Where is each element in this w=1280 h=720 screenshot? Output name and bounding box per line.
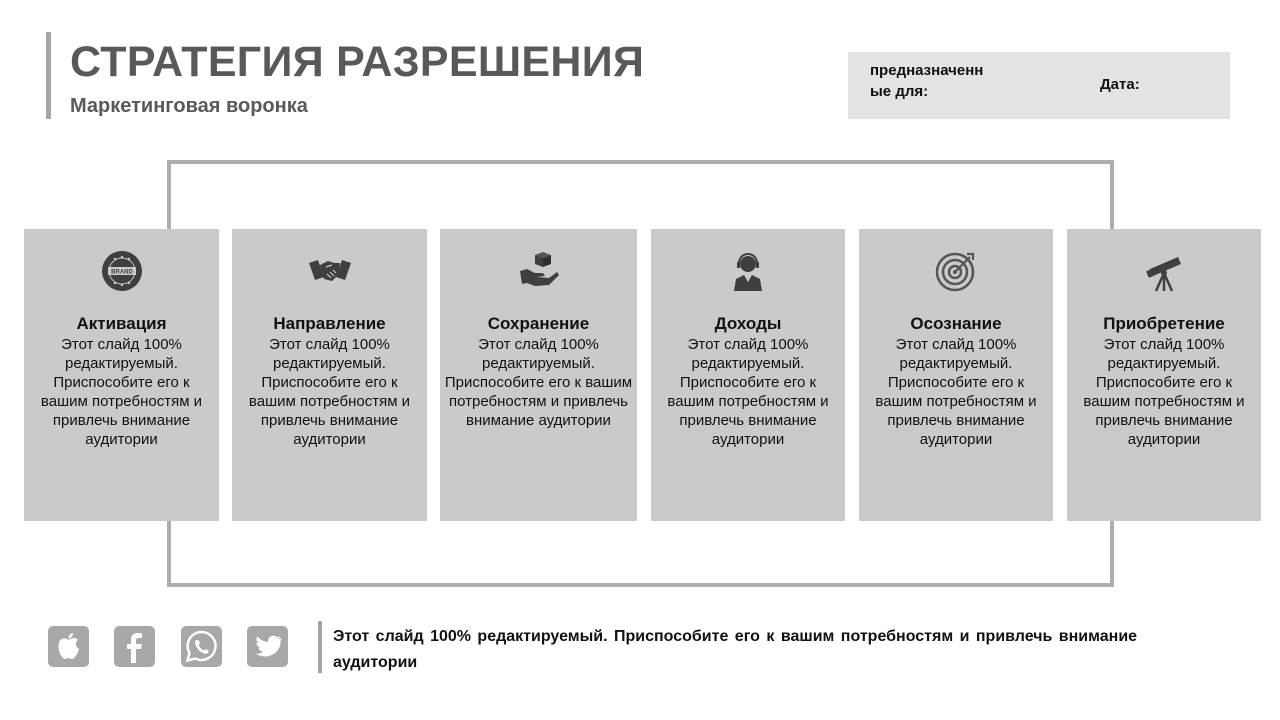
facebook-button[interactable]: [114, 626, 155, 667]
telescope-icon: [1142, 249, 1186, 293]
apple-icon: [48, 626, 89, 667]
meta-for-label: предназначенные для:: [870, 62, 984, 100]
card-text: Этот слайд 100% редактируемый. Приспособите его к вашим потребностям и привлечь внимание аудитории: [875, 336, 1037, 448]
target-icon: [934, 249, 978, 293]
whatsapp-button[interactable]: [181, 626, 222, 667]
badge-icon: [100, 249, 144, 293]
hand-box-icon: [517, 249, 561, 293]
card-text: Этот слайд 100% редактируемый. Приспособите его к вашим потребностям и привлечь внимание аудитории: [667, 336, 829, 448]
card-acquisition: [1067, 229, 1261, 521]
card-title: Направление: [273, 314, 386, 333]
facebook-icon: [114, 626, 155, 667]
support-agent-icon: [726, 249, 770, 293]
meta-date-label: Дата:: [1100, 76, 1140, 93]
card-awareness: [859, 229, 1053, 521]
card-title: Приобретение: [1103, 314, 1225, 333]
card-text: Этот слайд 100% редактируемый. Приспособите его к вашим потребностям и привлечь внимание аудитории: [40, 336, 203, 448]
footer-accent-bar: [318, 621, 322, 673]
card-title: Осознание: [910, 314, 1002, 333]
card-text: Этот слайд 100% редактируемый. Приспособите его к вашим потребностям и привлечь внимание аудитории: [444, 336, 633, 429]
page-title: СТРАТЕГИЯ РАЗРЕШЕНИЯ: [70, 38, 645, 86]
twitter-button[interactable]: [247, 626, 288, 667]
page-subtitle: Маркетинговая воронка: [70, 95, 308, 117]
card-text: Этот слайд 100% редактируемый. Приспособите его к вашим потребностям и привлечь внимание аудитории: [248, 336, 411, 448]
card-revenue: [651, 229, 845, 521]
twitter-icon: [247, 626, 288, 667]
card-retention: [440, 229, 637, 521]
card-activation: [24, 229, 219, 521]
handshake-icon: [308, 249, 352, 293]
card-title: Активация: [76, 314, 167, 333]
footer-text: Этот слайд 100% редактируемый. Приспособите его к вашим потребностям и привлечь внимание аудитории: [333, 628, 1138, 671]
card-title: Доходы: [714, 314, 782, 333]
card-direction: [232, 229, 427, 521]
card-title: Сохранение: [487, 314, 590, 333]
meta-box: [848, 52, 1230, 119]
svg-text:BRAND: BRAND: [110, 269, 133, 276]
card-text: Этот слайд 100% редактируемый. Приспособите его к вашим потребностям и привлечь внимание аудитории: [1083, 336, 1245, 448]
whatsapp-icon: [181, 626, 222, 667]
apple-button[interactable]: [48, 626, 89, 667]
title-accent-bar: [46, 32, 51, 119]
